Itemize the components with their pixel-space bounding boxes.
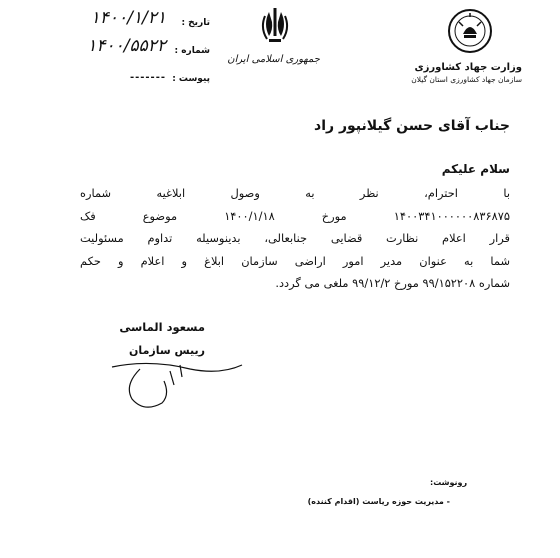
signer-title: رییس سازمان [129,344,205,357]
iran-emblem-icon [260,6,290,46]
attachment-label: پیوست : [172,74,210,84]
republic-header [227,6,320,65]
greeting: سلام علیکم [441,162,510,176]
body-line: ۱۴۰۰۳۴۱۰۰۰۰۰۰۸۳۶۸۷۵ مورخ ۱۴۰۰/۱/۱۸ موضوع فک [80,208,510,223]
handwritten-signature [110,355,250,415]
letter-meta [60,8,210,96]
number-row [60,36,210,68]
copy-recipient: - مدیریت حوزه ریاست (اقدام کننده) [307,497,450,506]
signer-name: مسعود الماسی [119,320,205,334]
ministry-header [411,8,522,84]
body-line: شماره ۹۹/۱۵۲۲۰۸ مورخ ۹۹/۱۲/۲ ملغی می گردد. [275,276,510,290]
number-label: شماره : [174,46,210,56]
addressee: جناب آقای حسن گیلانپور راد [314,118,510,134]
date-label: تاریخ : [181,18,210,28]
attachment-row [60,68,210,96]
body-line: شما به عنوان مدیر امور اراضی سازمان ابلاغ و اعلام و حکم [80,253,510,268]
ministry-logo-icon [447,8,493,54]
ministry-name: وزارت جهاد کشاورزی [414,62,522,73]
number-value: ۱۴۰۰/۵۵۲۲ [87,36,166,56]
body-line: قرار اعلام نظارت قضایی جنابعالی، بدینوسیله تداوم مسئولیت [80,231,510,245]
ministry-subtitle: سازمان جهاد کشاورزی استان گیلان [411,74,522,84]
body-line: با احترام، نظر به وصول ابلاغیه شماره [80,186,510,200]
attachment-value: ------- [129,72,166,83]
letter-body [80,182,510,295]
date-value: ۱۴۰۰/۱/۲۱ [90,8,166,28]
copy-label: رونوشت: [430,478,468,487]
republic-name: جمهوری اسلامی ایران [227,54,320,65]
